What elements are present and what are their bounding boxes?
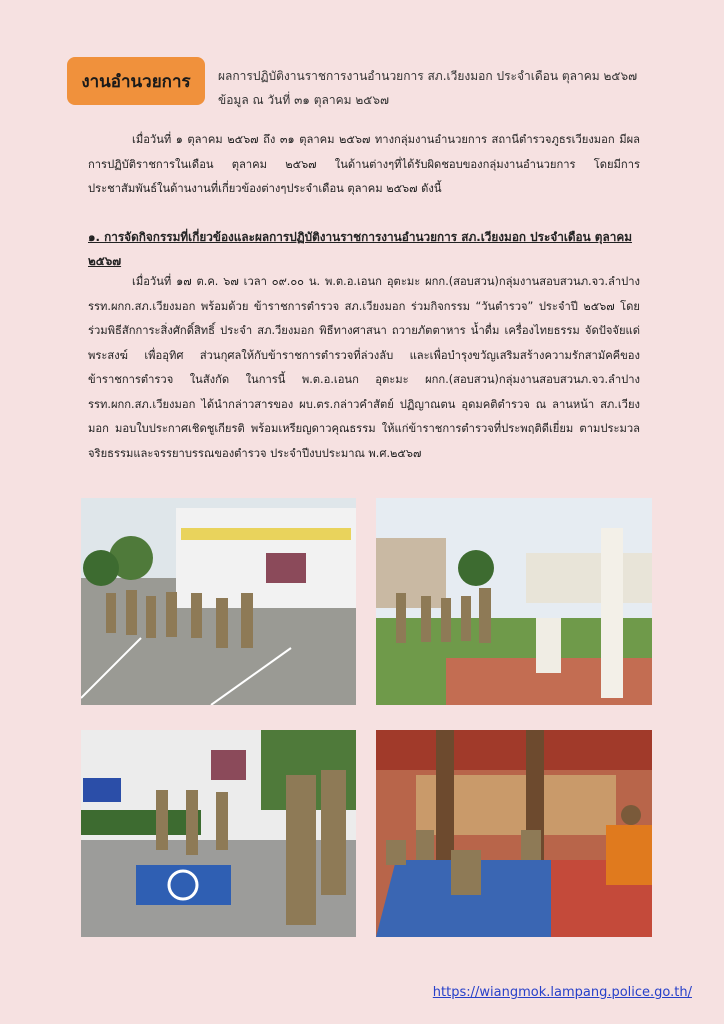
photo-ceremony-salute-image	[81, 498, 356, 705]
section-badge: งานอำนวยการ	[67, 57, 205, 105]
photo-monks-ceremony-image	[376, 730, 652, 937]
report-date: ข้อมูล ณ วันที่ ๓๑ ตุลาคม ๒๕๖๗	[218, 93, 390, 107]
report-header	[218, 64, 637, 112]
photo-shrine-worship	[376, 498, 652, 705]
photo-award-presentation-image	[81, 730, 356, 937]
photo-shrine-worship-image	[376, 498, 652, 705]
intro-paragraph: เมื่อวันที่ ๑ ตุลาคม ๒๕๖๗ ถึง ๓๑ ตุลาคม ๒๕๖๗ ทางกลุ่มงานอำนวยการ สถานีตำรวจภูธรเวียงมอก มีผลการปฏิบัติราชการในเดือน ตุลาคม ๒๕๖๗ ในด้านต่างๆที่ได้รับผิดชอบของกลุ่มงานอำนวยการ โดยมีการประชาสัมพันธ์ในด้านงานที่เกี่ยวข้องต่างๆประจำเดือน ตุลาคม ๒๕๖๗ ดังนี้	[88, 133, 640, 195]
website-link[interactable]: https://wiangmok.lampang.police.go.th/	[432, 985, 692, 1000]
photo-monks-ceremony	[376, 730, 652, 937]
report-title: ผลการปฏิบัติงานราชการงานอำนวยการ สภ.เวียงมอก ประจำเดือน ตุลาคม ๒๕๖๗	[218, 69, 638, 83]
section-1-body: เมื่อวันที่ ๑๗ ต.ค. ๖๗ เวลา ๐๙.๐๐ น. พ.ต.อ.เอนก อุตะมะ ผกก.(สอบสวน)กลุ่มงานสอบสวนภ.จว.ลำปาง รรท.ผกก.สภ.เวียงมอก พร้อมด้วย ข้าราชการตำรวจ สภ.เวียงมอก ร่วมกิจกรรม “วันตำรวจ” ประจำปี ๒๕๖๗ โดยร่วมพิธีสักการะสิ่งศักดิ์สิทธิ์ ประจำ สภ.วียงมอก พิธีทางศาสนา ถวายภัตตาหาร น้ำดื่ม เครื่องไทยธรรม จัดปัจจัยแด่พระสงฆ์ เพื่ออุทิศ ส่วนกุศลให้กับข้าราชการตำรวจที่ล่วงลับ และเพื่อบำรุงขวัญเสริมสร้างความรักสามัคคีของข้าราชการตำรวจ ในสังกัด ในการนี้ พ.ต.อ.เอนก อุตะมะ ผกก.(สอบสวน)กลุ่มงานสอบสวนภ.จว.ลำปาง รรท.ผกก.สภ.เวียงมอก ได้นำกล่าวสารของ ผบ.ตร.กล่าวคำสัตย์ ปฏิญาณตน อุดมคติตำรวจ ณ ลานหน้า สภ.เวียงมอก มอบใบประกาศเชิดชูเกียรติ พร้อมเหรียญดาวคุณธรรม ให้แก่ข้าราชการตำรวจที่ประพฤติดีเยี่ยม ตามประมวลจริยธรรมและจรรยาบรรณของตำรวจ ประจำปีงบประมาณ พ.ศ.๒๕๖๗	[88, 275, 640, 460]
section-1-title: ๑. การจัดกิจกรรมที่เกี่ยวข้องและผลการปฏิบัติงานราชการงานอำนวยการ สภ.เวียงมอก ประจำเดือน ตุลาคม ๒๕๖๗	[88, 230, 632, 268]
photo-ceremony-salute	[81, 498, 356, 705]
photo-award-presentation	[81, 730, 356, 937]
